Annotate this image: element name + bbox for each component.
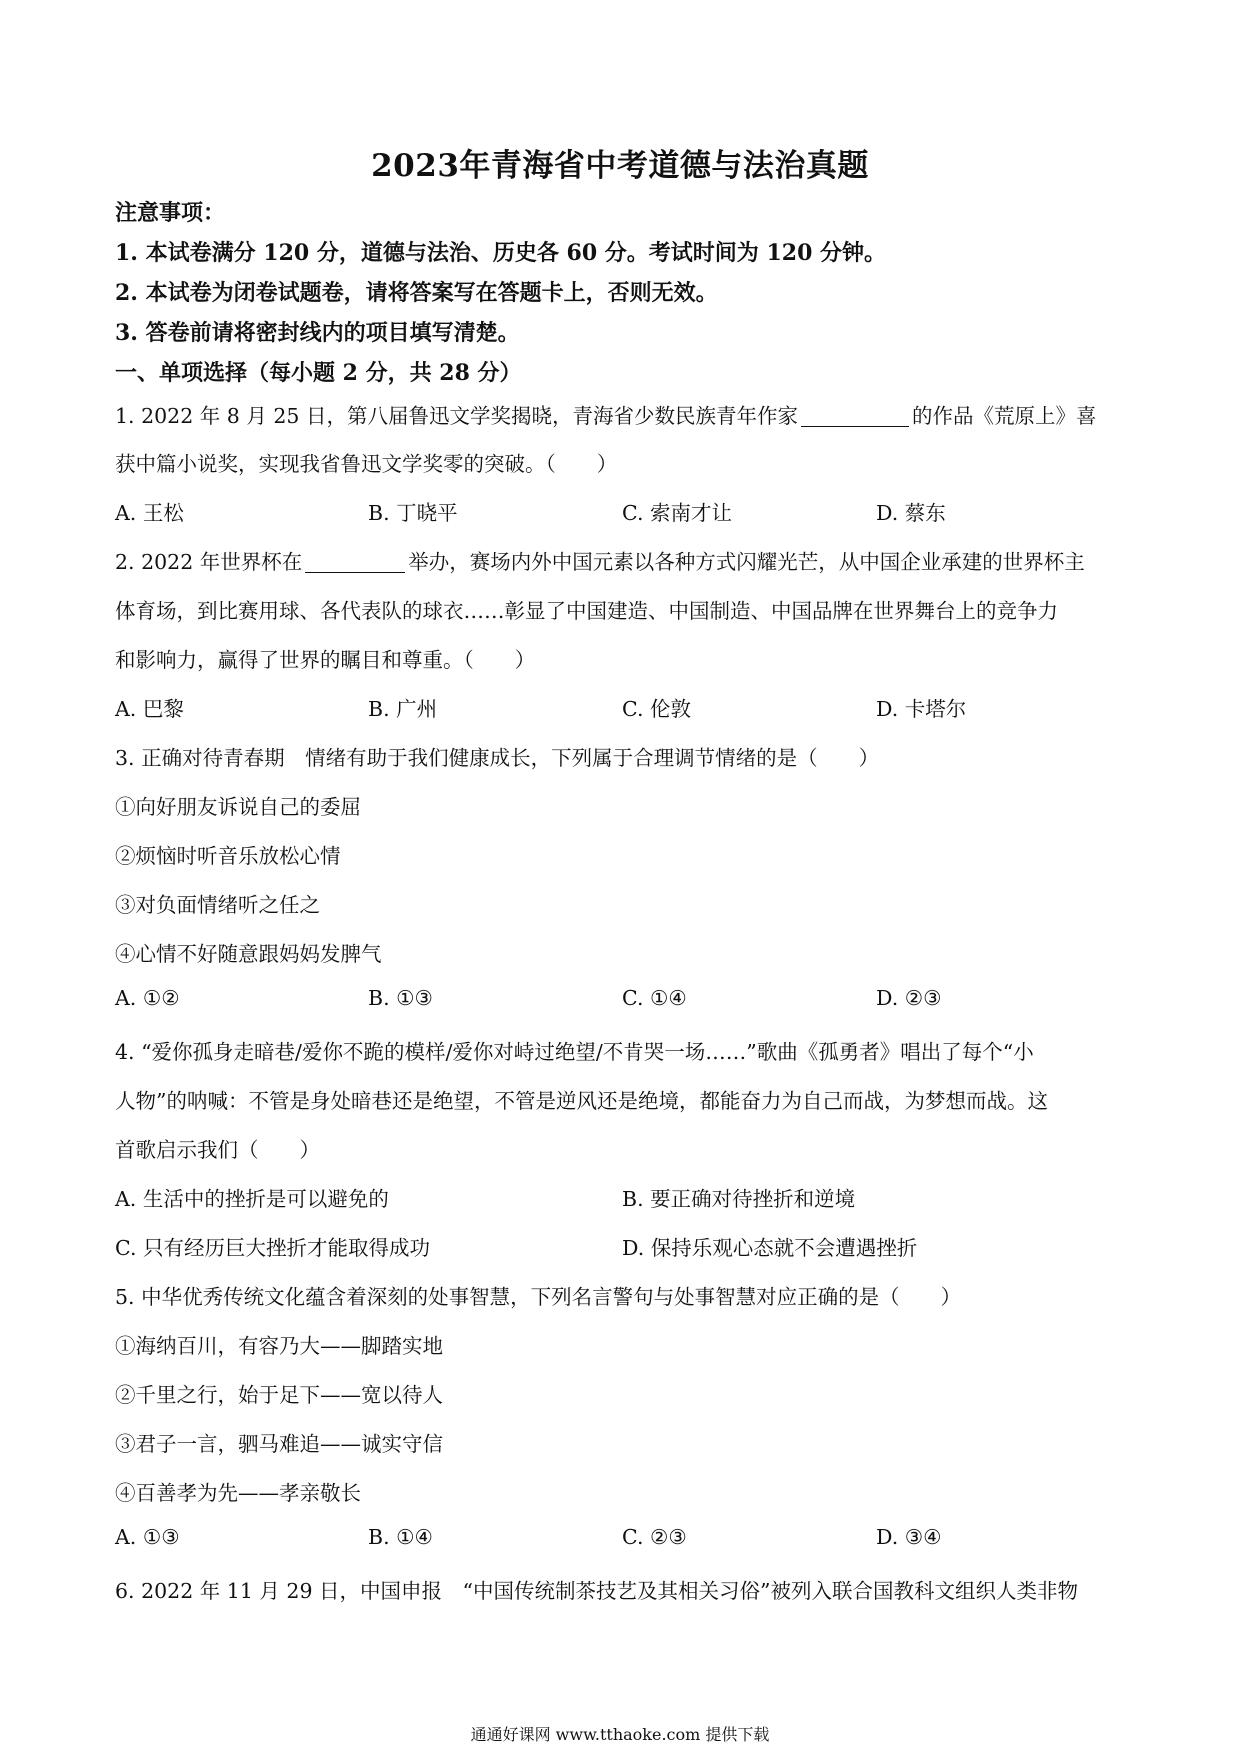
notice-item-2: 2. 本试卷为闭卷试题卷，请将答案写在答题卡上，否则无效。 — [115, 280, 718, 306]
question-4-option-a: A. 生活中的挫折是可以避免的 — [115, 1187, 389, 1211]
question-2-line-2: 体育场，到比赛用球、各代表队的球衣……彰显了中国建造、中国制造、中国品牌在世界舞台上的竞争力 — [115, 599, 1058, 623]
question-2-line-1 — [115, 545, 1085, 575]
question-5-item-1: ①海纳百川，有容乃大——脚踏实地 — [115, 1334, 443, 1358]
question-1-option-b: B. 丁晓平 — [368, 501, 458, 525]
question-5-option-c: C. ②③ — [622, 1525, 687, 1549]
question-1-line-1 — [115, 399, 1096, 429]
question-5-option-d: D. ③④ — [876, 1525, 942, 1549]
question-1-option-d: D. 蔡东 — [876, 501, 946, 525]
question-3-item-4: ④心情不好随意跟妈妈发脾气 — [115, 942, 382, 966]
page-title: 2023年青海省中考道德与法治真题 — [371, 148, 869, 184]
question-2-option-a: A. 巴黎 — [115, 697, 184, 721]
question-3-stem: 3. 正确对待青春期 情绪有助于我们健康成长，下列属于合理调节情绪的是（ ） — [115, 746, 880, 770]
question-2-text-after: 举办，赛场内外中国元素以各种方式闪耀光芒，从中国企业承建的世界杯主 — [408, 550, 1085, 574]
question-5-option-a: A. ①③ — [115, 1525, 180, 1549]
notice-item-3: 3. 答卷前请将密封线内的项目填写清楚。 — [115, 320, 520, 346]
question-6-line-1: 6. 2022 年 11 月 29 日，中国申报 “中国传统制茶技艺及其相关习俗”被列入联合国教科文组织人类非物 — [115, 1579, 1078, 1603]
question-3-item-2: ②烦恼时听音乐放松心情 — [115, 844, 341, 868]
question-1-text-after: 的作品《荒原上》喜 — [911, 404, 1097, 428]
question-5-stem: 5. 中华优秀传统文化蕴含着深刻的处事智慧，下列名言警句与处事智慧对应正确的是（ ） — [115, 1285, 962, 1309]
answer-blank — [801, 406, 909, 427]
question-5-item-4: ④百善孝为先——孝亲敬长 — [115, 1481, 361, 1505]
question-3-option-c: C. ①④ — [622, 986, 687, 1010]
question-2-option-d: D. 卡塔尔 — [876, 697, 967, 721]
question-1-option-a: A. 王松 — [115, 501, 184, 525]
notice-heading: 注意事项： — [115, 200, 226, 226]
question-1-text-before: 1. 2022 年 8 月 25 日，第八届鲁迅文学奖揭晓，青海省少数民族青年作家 — [115, 404, 798, 428]
question-2-option-c: C. 伦敦 — [622, 697, 691, 721]
notice-item-1: 1. 本试卷满分 120 分，道德与法治、历史各 60 分。考试时间为 120 分钟。 — [115, 240, 887, 266]
question-2-text-before: 2. 2022 年世界杯在 — [115, 550, 303, 574]
question-4-option-b: B. 要正确对待挫折和逆境 — [622, 1187, 856, 1211]
question-3-option-d: D. ②③ — [876, 986, 942, 1010]
question-3-item-1: ①向好朋友诉说自己的委屈 — [115, 795, 361, 819]
answer-blank — [305, 552, 405, 573]
question-1-option-c: C. 索南才让 — [622, 501, 732, 525]
question-5-item-2: ②千里之行，始于足下——宽以待人 — [115, 1383, 443, 1407]
question-4-line-3: 首歌启示我们（ ） — [115, 1138, 320, 1162]
question-5-option-b: B. ①④ — [368, 1525, 433, 1549]
question-5-item-3: ③君子一言，驷马难追——诚实守信 — [115, 1432, 443, 1456]
question-3-option-b: B. ①③ — [368, 986, 433, 1010]
page-footer: 通通好课网 www.tthaoke.com 提供下载 — [470, 1725, 770, 1744]
question-3-item-3: ③对负面情绪听之任之 — [115, 893, 320, 917]
section-heading: 一、单项选择（每小题 2 分，共 28 分） — [115, 360, 522, 386]
question-1-line-2: 获中篇小说奖，实现我省鲁迅文学奖零的突破。（ ） — [115, 452, 618, 476]
question-4-option-c: C. 只有经历巨大挫折才能取得成功 — [115, 1236, 430, 1260]
question-3-option-a: A. ①② — [115, 986, 180, 1010]
question-4-option-d: D. 保持乐观心态就不会遭遇挫折 — [622, 1236, 918, 1260]
question-2-option-b: B. 广州 — [368, 697, 438, 721]
question-4-line-2: 人物”的呐喊：不管是身处暗巷还是绝望，不管是逆风还是绝境，都能奋力为自己而战，为梦想而战。这 — [115, 1089, 1048, 1113]
question-2-line-3: 和影响力，赢得了世界的瞩目和尊重。（ ） — [115, 648, 536, 672]
question-4-line-1: 4. “爱你孤身走暗巷/爱你不跪的模样/爱你对峙过绝望/不肯哭一场……”歌曲《孤勇者》唱出了每个“小 — [115, 1040, 1034, 1064]
